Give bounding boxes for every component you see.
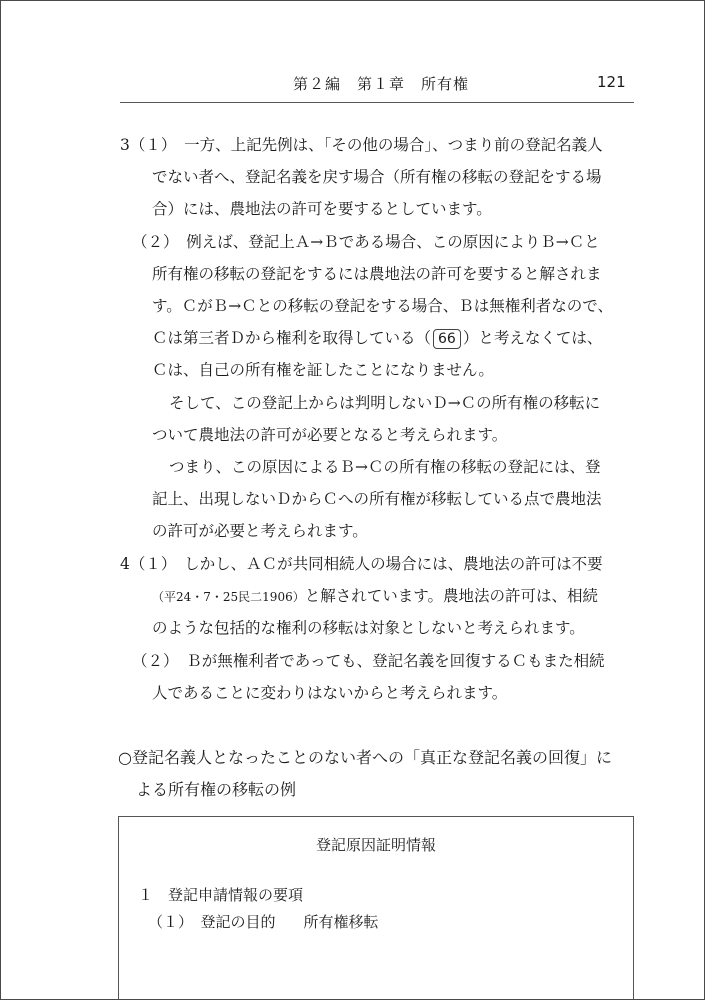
body-line [152,328,602,349]
body-line: そして、この登記上からは判明しないＤ→Ｃの所有権の移転に [169,394,601,412]
reference-number-badge: 66 [433,329,461,349]
form-subitem-value: 所有権移転 [303,913,379,931]
body-text: と解されています。農地法の許可は、相続 [304,587,598,605]
form-title: 登記原因証明情報 [316,836,437,854]
body-line: す。ＣがＢ→Ｃとの移転の登記をする場合、Ｂは無権利者なので、 [152,297,613,315]
body-line: のような包括的な権利の移転は対象としないと考えられます。 [152,619,585,637]
body-line: 合）には、農地法の許可を要するとしています。 [152,200,492,218]
form-subitem-label: （１） 登記の目的 [148,913,276,931]
page-number: 121 [597,73,626,91]
form-subitem [148,912,379,932]
citation: （平24・7・25民二1906） [152,590,305,604]
body-line [152,586,598,607]
header-rule [120,102,634,103]
body-line: 記上、出現しないＤからＣへの所有権が移転している点で農地法 [152,490,602,508]
body-line: 人であることに変わりはないからと考えられます。 [152,684,508,702]
body-line: Ｃは、自己の所有権を証したことになりません。 [152,361,494,379]
section-heading: よる所有権の移転の例 [136,780,297,799]
body-line: でない者へ、登記名義を戻す場合（所有権の移転の登記をする場 [152,168,602,186]
body-line: （２） Ｂが無権利者であっても、登記名義を回復するＣもまた相続 [132,652,605,670]
body-line: ついて農地法の許可が必要となると考えられます。 [152,426,508,444]
form-item: １ 登記申請情報の要項 [138,886,304,904]
body-line: 3（１） 一方、上記先例は、「その他の場合」、つまり前の登記名義人 [120,136,603,154]
body-line: の許可が必要と考えられます。 [152,522,368,540]
body-line: 所有権の移転の登記をするには農地法の許可を要すると解されま [152,265,602,283]
body-text: Ｃは第三者Ｄから権利を取得している（ [152,329,432,347]
section-heading: ○登記名義人となったことのない者への「真正な登記名義の回復」に [118,748,612,767]
body-line: 4（１） しかし、ＡＣが共同相続人の場合には、農地法の許可は不要 [120,555,603,573]
body-line: （２） 例えば、登記上Ａ→Ｂである場合、この原因によりＢ→Ｃと [132,233,600,251]
running-header-title: 第２編 第１章 所有権 [293,75,470,93]
body-text: ）と考えなくては、 [462,329,603,347]
body-line: つまり、この原因によるＢ→Ｃの所有権の移転の登記には、登 [169,458,601,476]
